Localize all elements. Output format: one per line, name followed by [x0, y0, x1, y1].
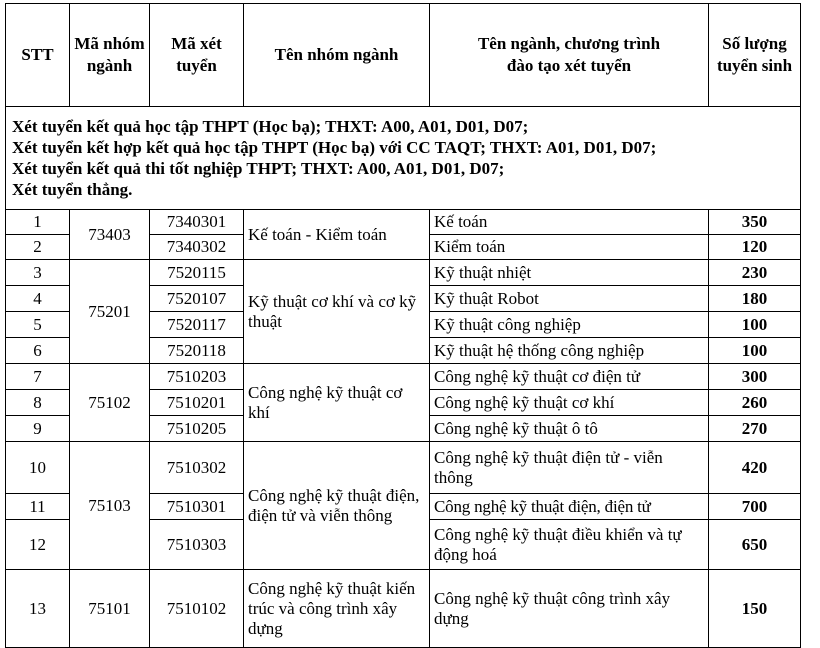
cell-so-luong: 650: [709, 520, 801, 570]
cell-ten-nhom: Kế toán - Kiểm toán: [244, 210, 430, 260]
cell-stt: 4: [6, 286, 70, 312]
cell-ten-nganh: Công nghệ kỹ thuật công trình xây dựng: [430, 570, 709, 648]
header-ma-nhom-nganh: Mã nhóm ngành: [70, 4, 150, 107]
cell-ten-nganh: Kỹ thuật hệ thống công nghiệp: [430, 338, 709, 364]
note-line: Xét tuyển kết quả học tập THPT (Học bạ); THXT: A00, A01, D01, D07;: [12, 117, 529, 136]
cell-ma-xet-tuyen: 7510205: [150, 416, 244, 442]
cell-ten-nganh: Kỹ thuật Robot: [430, 286, 709, 312]
cell-ten-nhom: Công nghệ kỹ thuật cơ khí: [244, 364, 430, 442]
cell-ma-xet-tuyen: 7340302: [150, 235, 244, 260]
header-ma-xet-tuyen: Mã xét tuyển: [150, 4, 244, 107]
cell-ma-nhom: 75103: [70, 442, 150, 570]
cell-so-luong: 100: [709, 312, 801, 338]
cell-so-luong: 700: [709, 494, 801, 520]
cell-stt: 8: [6, 390, 70, 416]
cell-stt: 11: [6, 494, 70, 520]
note-line: Xét tuyển kết quả thi tốt nghiệp THPT; THXT: A00, A01, D01, D07;: [12, 159, 505, 178]
cell-stt: 3: [6, 260, 70, 286]
cell-stt: 12: [6, 520, 70, 570]
cell-ma-xet-tuyen: 7510203: [150, 364, 244, 390]
cell-so-luong: 180: [709, 286, 801, 312]
cell-stt: 6: [6, 338, 70, 364]
cell-ma-xet-tuyen: 7510302: [150, 442, 244, 494]
table-row: [6, 442, 801, 494]
cell-ma-nhom: 75201: [70, 260, 150, 364]
cell-ma-xet-tuyen: 7520115: [150, 260, 244, 286]
table-row: [6, 210, 801, 235]
header-ten-nhom-nganh: Tên nhóm ngành: [244, 4, 430, 107]
cell-ten-nganh: Kế toán: [430, 210, 709, 235]
cell-stt: 13: [6, 570, 70, 648]
cell-ten-nhom: Kỹ thuật cơ khí và cơ kỹ thuật: [244, 260, 430, 364]
cell-ma-xet-tuyen: 7510303: [150, 520, 244, 570]
header-row: [6, 4, 801, 107]
cell-ten-nganh: Kỹ thuật công nghiệp: [430, 312, 709, 338]
table-row: [6, 260, 801, 286]
cell-ma-xet-tuyen: 7520117: [150, 312, 244, 338]
table-row: [6, 364, 801, 390]
admission-table: [5, 3, 801, 648]
cell-so-luong: 100: [709, 338, 801, 364]
cell-ma-xet-tuyen: 7510201: [150, 390, 244, 416]
header-stt: STT: [6, 4, 70, 107]
notes-row: [6, 107, 801, 210]
cell-ten-nganh: Công nghệ kỹ thuật điện, điện tử: [430, 494, 709, 520]
cell-stt: 1: [6, 210, 70, 235]
cell-ma-xet-tuyen: 7510301: [150, 494, 244, 520]
cell-ten-nganh: Kiểm toán: [430, 235, 709, 260]
cell-so-luong: 150: [709, 570, 801, 648]
cell-ten-nhom: Công nghệ kỹ thuật điện, điện tử và viễn thông: [244, 442, 430, 570]
cell-so-luong: 420: [709, 442, 801, 494]
table-row: [6, 570, 801, 648]
cell-ten-nganh: Công nghệ kỹ thuật điện tử - viễn thông: [430, 442, 709, 494]
cell-ma-xet-tuyen: 7520107: [150, 286, 244, 312]
note-line: Xét tuyển kết hợp kết quả học tập THPT (Học bạ) với CC TAQT; THXT: A01, D01, D07;: [12, 138, 657, 157]
cell-so-luong: 300: [709, 364, 801, 390]
header-so-luong: Số lượng tuyển sinh: [709, 4, 801, 107]
cell-ma-nhom: 75102: [70, 364, 150, 442]
note-line: Xét tuyển thẳng.: [12, 180, 133, 199]
cell-ten-nganh: Công nghệ kỹ thuật cơ điện tử: [430, 364, 709, 390]
cell-ma-nhom: 75101: [70, 570, 150, 648]
cell-stt: 9: [6, 416, 70, 442]
cell-ma-xet-tuyen: 7520118: [150, 338, 244, 364]
cell-so-luong: 120: [709, 235, 801, 260]
cell-ten-nganh: Công nghệ kỹ thuật cơ khí: [430, 390, 709, 416]
admission-methods: [6, 107, 801, 210]
cell-stt: 5: [6, 312, 70, 338]
cell-stt: 10: [6, 442, 70, 494]
cell-ten-nganh: Công nghệ kỹ thuật ô tô: [430, 416, 709, 442]
cell-ten-nhom: Công nghệ kỹ thuật kiến trúc và công trình xây dựng: [244, 570, 430, 648]
cell-stt: 2: [6, 235, 70, 260]
cell-ten-nganh: Kỹ thuật nhiệt: [430, 260, 709, 286]
cell-so-luong: 350: [709, 210, 801, 235]
cell-ma-xet-tuyen: 7340301: [150, 210, 244, 235]
cell-ten-nganh: Công nghệ kỹ thuật điều khiển và tự động hoá: [430, 520, 709, 570]
cell-ma-xet-tuyen: 7510102: [150, 570, 244, 648]
cell-so-luong: 230: [709, 260, 801, 286]
cell-so-luong: 270: [709, 416, 801, 442]
cell-stt: 7: [6, 364, 70, 390]
cell-so-luong: 260: [709, 390, 801, 416]
cell-ma-nhom: 73403: [70, 210, 150, 260]
header-ten-nganh: Tên ngành, chương trình đào tạo xét tuyển: [430, 4, 709, 107]
